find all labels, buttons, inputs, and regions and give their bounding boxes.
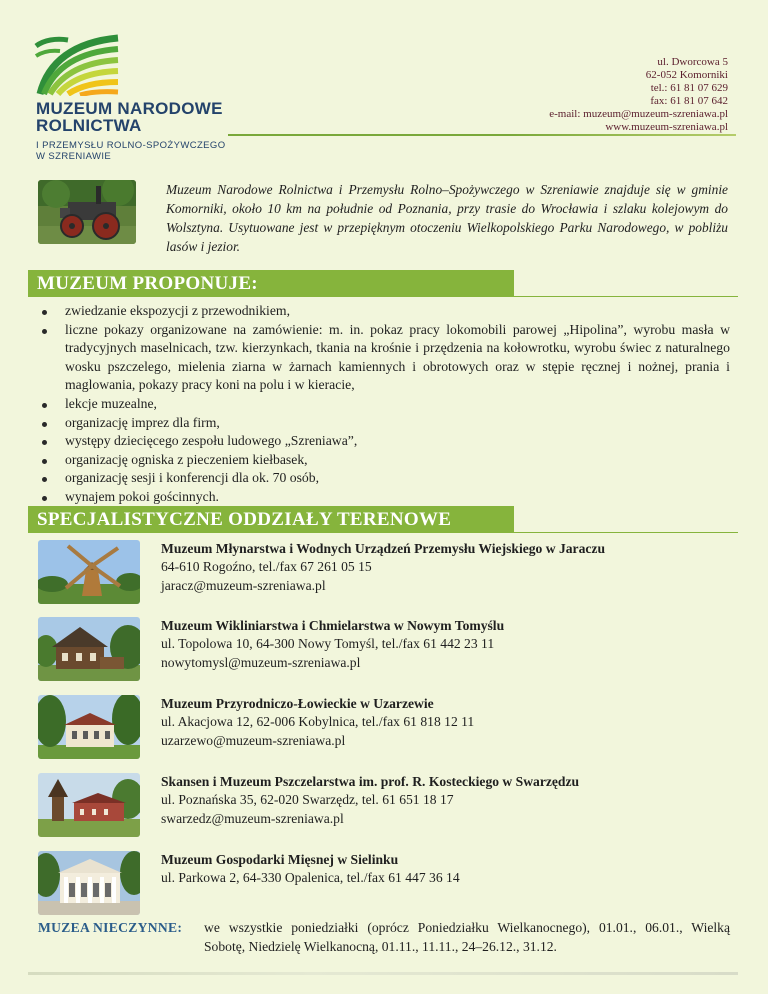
meat-museum-photo (38, 851, 140, 915)
offer-item: występy dziecięcego zespołu ludowego „Szreniawa”, (38, 432, 730, 451)
branch-info (161, 695, 731, 750)
contact-tel: tel.: 61 81 07 629 (650, 82, 728, 94)
contact-website[interactable]: www.muzeum-szreniawa.pl (605, 121, 728, 133)
branches-banner-line (28, 532, 738, 533)
branch-name: Muzeum Przyrodniczo-Łowieckie w Uzarzewie (161, 696, 434, 711)
closed-text: we wszystkie poniedziałki (oprócz Poniedziałku Wielkanocnego), 01.01., 06.01., Wielką Sobotę, Niedzielę Wielkanocną, 01.11., 11.11., 24–26.12., 31.12. (204, 920, 730, 954)
offer-item: wynajem pokoi gościnnych. (38, 488, 730, 507)
branch-info (161, 540, 731, 595)
offer-item: organizację imprez dla firm, (38, 414, 730, 433)
offer-item: liczne pokazy organizowane na zamówienie: m. in. pokaz pracy lokomobili parowej „Hipolina”, wyrobu masła w tradycyjnych maselnicach, tzw. kierzynkach, tkania na krośnie i przędzenia na kołowrotku, wyrobu świec z naturalnego wosku pszczelego, mielenia ziarna w żarnach kamiennych i obrotowych oraz w stępie ręcznej i nożnej, prania i maglowania, pokazy pracy koni na polu i w kieracie, (38, 321, 730, 395)
branches-title: SPECJALISTYCZNE ODDZIAŁY TERENOWE (37, 509, 452, 530)
branch-jaracz (38, 540, 738, 606)
closed-label: MUZEA NIECZYNNE: (38, 920, 183, 935)
contact-fax: fax: 61 81 07 642 (650, 95, 728, 107)
branch-email[interactable]: jaracz@muzeum-szreniawa.pl (161, 577, 326, 593)
offer-title: MUZEUM PROPONUJE: (37, 273, 258, 294)
branch-address: 64-610 Rogoźno, tel./fax 67 261 05 15 (161, 559, 372, 575)
branch-address: ul. Akacjowa 12, 62-006 Kobylnica, tel./fax 61 818 12 11 (161, 714, 475, 730)
museum-logo (34, 32, 234, 162)
windmill-photo (38, 540, 140, 604)
museum-name-line1: MUZEUM NARODOWE (36, 99, 223, 118)
steam-engine-photo (38, 180, 136, 244)
offer-banner (28, 270, 514, 297)
branch-name: Muzeum Młynarstwa i Wodnych Urządzeń Przemysłu Wiejskiego w Jaraczu (161, 541, 606, 556)
branch-email[interactable]: uzarzewo@muzeum-szreniawa.pl (161, 732, 346, 748)
branch-name: Skansen i Muzeum Pszczelarstwa im. prof. R. Kosteckiego w Swarzędzu (161, 774, 580, 789)
branch-swarzedz (38, 773, 738, 839)
branch-info (161, 773, 731, 828)
contact-email[interactable]: e-mail: muzeum@muzeum-szreniawa.pl (549, 108, 728, 120)
offer-banner-line (28, 296, 738, 297)
offer-item: organizację ogniska z pieczeniem kiełbasek, (38, 451, 730, 470)
branch-nowy-tomysl (38, 617, 738, 683)
contact-postal: 62-052 Komorniki (645, 69, 728, 81)
branch-sielinko (38, 851, 738, 917)
offer-item: lekcje muzealne, (38, 395, 730, 414)
offer-item: organizację sesji i konferencji dla ok. 70 osób, (38, 469, 730, 488)
branch-address: ul. Poznańska 35, 62-020 Swarzędz, tel. 61 651 18 17 (161, 792, 454, 808)
skansen-photo (38, 773, 140, 837)
wicker-museum-photo (38, 617, 140, 681)
branch-name: Muzeum Gospodarki Mięsnej w Sielinku (161, 852, 399, 867)
museum-subtitle-line2: W SZRENIAWIE (36, 151, 112, 162)
contact-street: ul. Dworcowa 5 (657, 56, 728, 68)
museum-name (36, 100, 223, 134)
museum-name-line2: ROLNICTWA (36, 116, 142, 135)
branch-email[interactable]: swarzedz@muzeum-szreniawa.pl (161, 810, 344, 826)
museum-subtitle-line1: I PRZEMYSŁU ROLNO-SPOŻYWCZEGO (36, 140, 226, 151)
branch-address: ul. Topolowa 10, 64-300 Nowy Tomyśl, tel./fax 61 442 23 11 (161, 636, 495, 652)
branches-banner (28, 506, 514, 533)
footer-divider (28, 972, 738, 975)
branch-info (161, 617, 731, 672)
intro-paragraph: Muzeum Narodowe Rolnictwa i Przemysłu Rolno–Spożywczego w Szreniawie znajduje się w gminie Komorniki, około 10 km na południe od Poznania, przy trasie do Wrocławia i szlaku kolejowym do Wolsztyna. Usytuowane jest w przepięknym otoczeniu Wielkopolskiego Parku Narodowego, w pobliżu lasów i jezior. (166, 182, 728, 254)
header-divider (228, 134, 736, 136)
branch-info (161, 851, 731, 888)
branch-email[interactable]: nowytomysl@muzeum-szreniawa.pl (161, 654, 361, 670)
manor-photo (38, 695, 140, 759)
museum-subtitle (36, 140, 225, 162)
contact-block (549, 56, 728, 134)
branch-address: ul. Parkowa 2, 64-330 Opalenica, tel./fax 61 447 36 14 (161, 870, 460, 886)
branch-uzarzewo (38, 695, 738, 761)
branch-name: Muzeum Wikliniarstwa i Chmielarstwa w Nowym Tomyślu (161, 618, 505, 633)
offer-item: zwiedzanie ekspozycji z przewodnikiem, (38, 302, 730, 321)
field-stripes-logo-icon (34, 32, 120, 96)
offer-list (38, 302, 730, 507)
